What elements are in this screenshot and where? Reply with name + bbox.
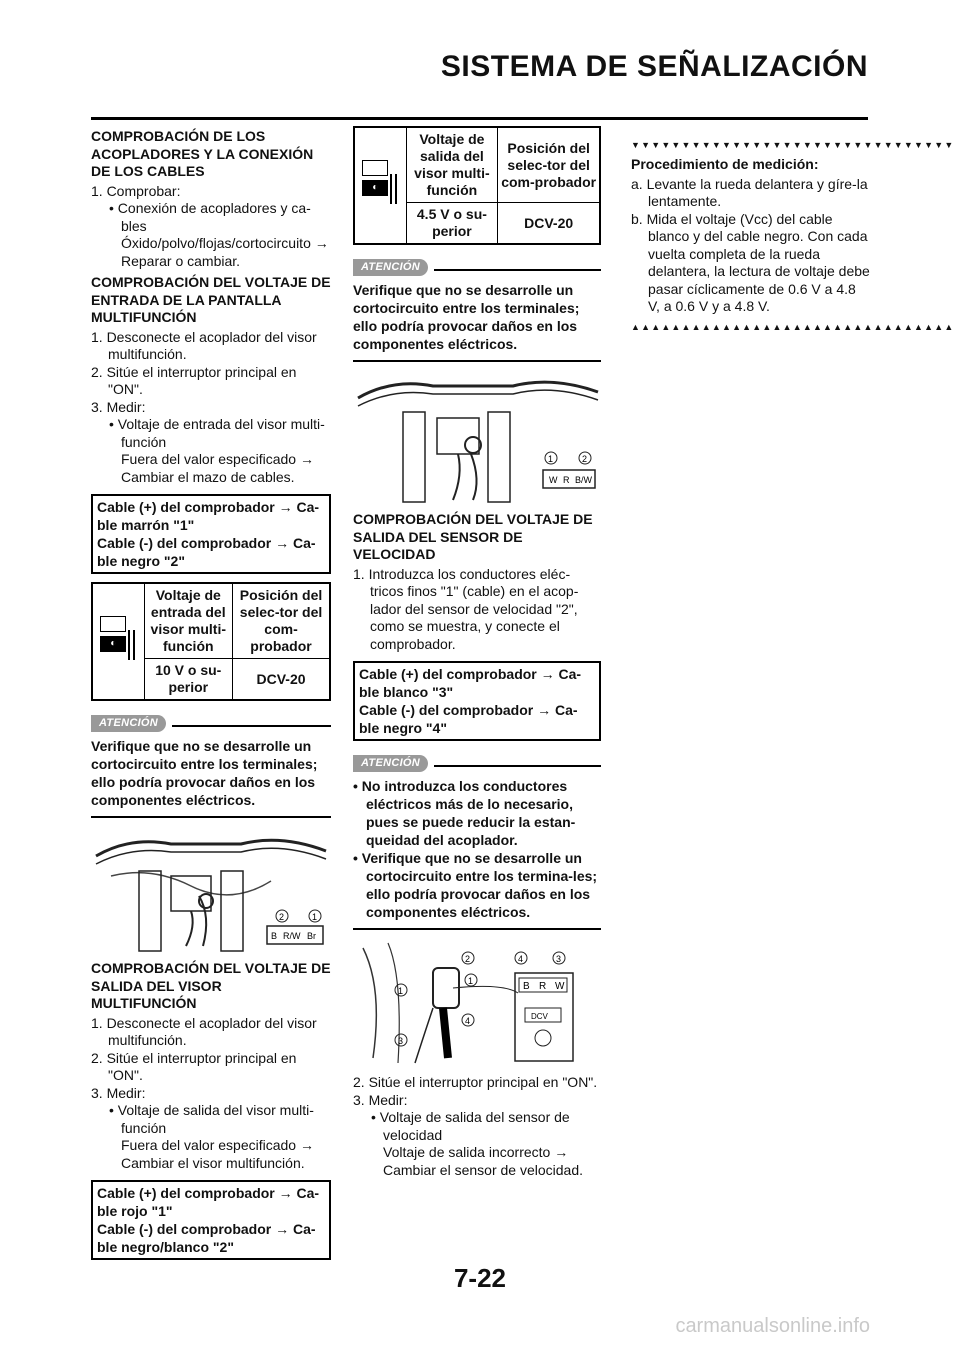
svg-text:4: 4: [518, 954, 524, 964]
handlebar-illustration: [353, 370, 601, 505]
figure-multifunction-input: [91, 826, 331, 954]
section-title-sensor-velocidad: COMPROBACIÓN DEL VOLTAJE DE SALIDA DEL SENSOR DE VELOCIDAD: [353, 511, 593, 562]
column-1: [91, 128, 331, 1266]
step-3: 3. Medir:: [353, 1091, 408, 1108]
spec-value-selector: DCV-20: [233, 659, 330, 701]
bullet-voltaje: • Voltaje de entrada del visor multi-función: [109, 416, 325, 450]
wire-label: W: [549, 475, 558, 485]
column-3: [631, 140, 955, 332]
handlebar-illustration: [91, 826, 331, 954]
svg-text:2: 2: [465, 954, 471, 964]
spec-action: Reparar o cambiar.: [121, 252, 241, 269]
spec-fault: Fuera del valor especificado →: [121, 1137, 314, 1153]
procedure-step-a: a. Levante la rueda delantera y gíre-la lentamente.: [631, 175, 868, 209]
dcv-label: DCV: [531, 1012, 548, 1021]
page-title: SISTEMA DE SEÑALIZACIÓN: [440, 50, 868, 83]
multimeter-icon: ◐: [92, 583, 144, 700]
tester-positive: Cable (+) del comprobador → Ca-ble blanco "3": [359, 666, 582, 700]
figure-speed-sensor: [353, 938, 601, 1068]
spec-header-voltage: Voltaje de salida del visor multi-función: [406, 127, 498, 203]
section-title-entrada: COMPROBACIÓN DEL VOLTAJE DE ENTRADA DE LA PANTALLA MULTIFUNCIÓN: [91, 274, 331, 325]
svg-text:2: 2: [582, 454, 588, 464]
spec-fault: Voltaje de salida incorrecto →: [383, 1144, 569, 1160]
svg-text:1: 1: [548, 454, 554, 464]
spec-action: Cambiar el sensor de velocidad.: [383, 1161, 583, 1178]
wire-label: Br: [307, 931, 316, 941]
svg-text:3: 3: [398, 1036, 404, 1046]
spec-header-selector: Posición del selec-tor del com-probador: [498, 127, 600, 203]
procedure-step-b: b. Mida el voltaje (Vcc) del cable blanco y del cable negro. Con cada vuelta completa de la rueda delantera, la lectura de voltaje debe pasar cíclicamente de 0.6 V a 4.8 V, a 0.6 V y a 4.8 V.: [631, 210, 870, 314]
svg-text:1: 1: [468, 976, 474, 986]
step-1: 1. Introduzca los conductores eléc-tricos finos "1" (cable) en el acop-lador del sensor de velocidad "2", como se muestra, y conecte el comprobador.: [353, 565, 579, 652]
caution-bullet: • Verifique que no se desarrolle un cortocircuito entre los termina-les; ello podría provocar daños en los componentes eléctricos.: [353, 850, 598, 920]
caution-bullet: • No introduzca los conductores eléctricos más de lo necesario, pues se puede reducir la estan-queidad del acoplador.: [353, 778, 576, 848]
svg-text:1: 1: [398, 986, 404, 996]
spec-action: Cambiar el mazo de cables.: [121, 468, 295, 485]
step-1: 1. Comprobar:: [91, 182, 181, 199]
caution-block: [353, 753, 601, 930]
wire-label: B: [523, 981, 530, 992]
caution-text: Verifique que no se desarrolle un cortocircuito entre los terminales; ello podría provocar daños en los componentes eléctricos.: [91, 737, 331, 818]
tester-connection-box: [91, 494, 331, 574]
step-1: 1. Desconecte el acoplador del visor multifunción.: [91, 1014, 317, 1048]
spec-value-voltage: 4.5 V o su-perior: [406, 203, 498, 245]
step-2: 2. Sitúe el interruptor principal en "ON".: [91, 1049, 297, 1083]
procedure-start-marker: ▼▼▼▼▼▼▼▼▼▼▼▼▼▼▼▼▼▼▼▼▼▼▼▼▼▼▼▼▼▼▼▼: [631, 140, 955, 150]
section-title-salida-visor: COMPROBACIÓN DEL VOLTAJE DE SALIDA DEL VISOR MULTIFUNCIÓN: [91, 960, 331, 1011]
caution-badge: ATENCIÓN: [353, 755, 428, 772]
caution-badge: ATENCIÓN: [91, 715, 166, 732]
tester-positive: Cable (+) del comprobador → Ca-ble marrón "1": [97, 499, 320, 533]
speed-sensor-illustration: [353, 938, 601, 1068]
svg-text:2: 2: [279, 912, 285, 922]
svg-text:4: 4: [465, 1016, 471, 1026]
spec-action: Cambiar el visor multifunción.: [121, 1154, 305, 1171]
caution-text: Verifique que no se desarrolle un cortocircuito entre los terminales; ello podría provocar daños en los componentes eléctricos.: [353, 281, 601, 362]
column-2: [353, 126, 601, 1179]
step-3: 3. Medir:: [91, 398, 146, 415]
tester-negative: Cable (-) del comprobador → Ca-ble negro/blanco "2": [97, 1221, 316, 1255]
caution-badge: ATENCIÓN: [353, 259, 428, 276]
spec-table: [353, 126, 601, 245]
tester-positive: Cable (+) del comprobador → Ca-ble rojo "1": [97, 1185, 320, 1219]
figure-multifunction-output: [353, 370, 601, 505]
svg-text:3: 3: [556, 954, 562, 964]
caution-block: [353, 257, 601, 362]
caution-text: [353, 777, 601, 930]
wire-label: R/W: [283, 931, 301, 941]
watermark: carmanualsonline.info: [675, 1315, 870, 1337]
multimeter-icon: ◐: [354, 127, 406, 244]
bullet-voltaje: • Voltaje de salida del visor multi-función: [109, 1102, 314, 1136]
section-title-acopladores: COMPROBACIÓN DE LOS ACOPLADORES Y LA CONEXIÓN DE LOS CABLES: [91, 128, 314, 179]
wire-label: R: [563, 475, 570, 485]
wire-label: W: [555, 981, 565, 992]
wire-label: R: [539, 981, 547, 992]
step-1: 1. Desconecte el acoplador del visor multifunción.: [91, 328, 317, 362]
bullet-voltaje: • Voltaje de salida del sensor de velocidad: [371, 1109, 570, 1143]
procedure-title: Procedimiento de medición:: [631, 156, 819, 172]
step-2: 2. Sitúe el interruptor principal en "ON".: [91, 363, 297, 397]
step-2: 2. Sitúe el interruptor principal en "ON".: [353, 1074, 598, 1090]
tester-negative: Cable (-) del comprobador → Ca-ble negro "4": [359, 702, 578, 736]
spec-fault: Óxido/polvo/flojas/cortocircuito →: [121, 235, 329, 251]
tester-connection-box: [91, 1180, 331, 1260]
spec-value-voltage: 10 V o su-perior: [144, 659, 233, 701]
title-rule: [91, 117, 868, 120]
caution-block: [91, 713, 331, 818]
wire-label: B/W: [575, 475, 592, 485]
tester-connection-box: [353, 661, 601, 741]
page-number: 7-22: [453, 1263, 507, 1293]
spec-fault: Fuera del valor especificado →: [121, 451, 314, 467]
tester-negative: Cable (-) del comprobador → Ca-ble negro "2": [97, 535, 316, 569]
bullet-conexion: • Conexión de acopladores y ca-bles: [109, 200, 311, 234]
spec-header-selector: Posición del selec-tor del com-probador: [233, 583, 330, 659]
svg-text:1: 1: [312, 912, 318, 922]
spec-header-voltage: Voltaje de entrada del visor multi-función: [144, 583, 233, 659]
procedure-end-marker: ▲▲▲▲▲▲▲▲▲▲▲▲▲▲▲▲▲▲▲▲▲▲▲▲▲▲▲▲▲▲▲▲: [631, 321, 955, 332]
spec-value-selector: DCV-20: [498, 203, 600, 245]
spec-table: [91, 582, 331, 701]
wire-label: B: [271, 931, 278, 941]
step-3: 3. Medir:: [91, 1084, 146, 1101]
